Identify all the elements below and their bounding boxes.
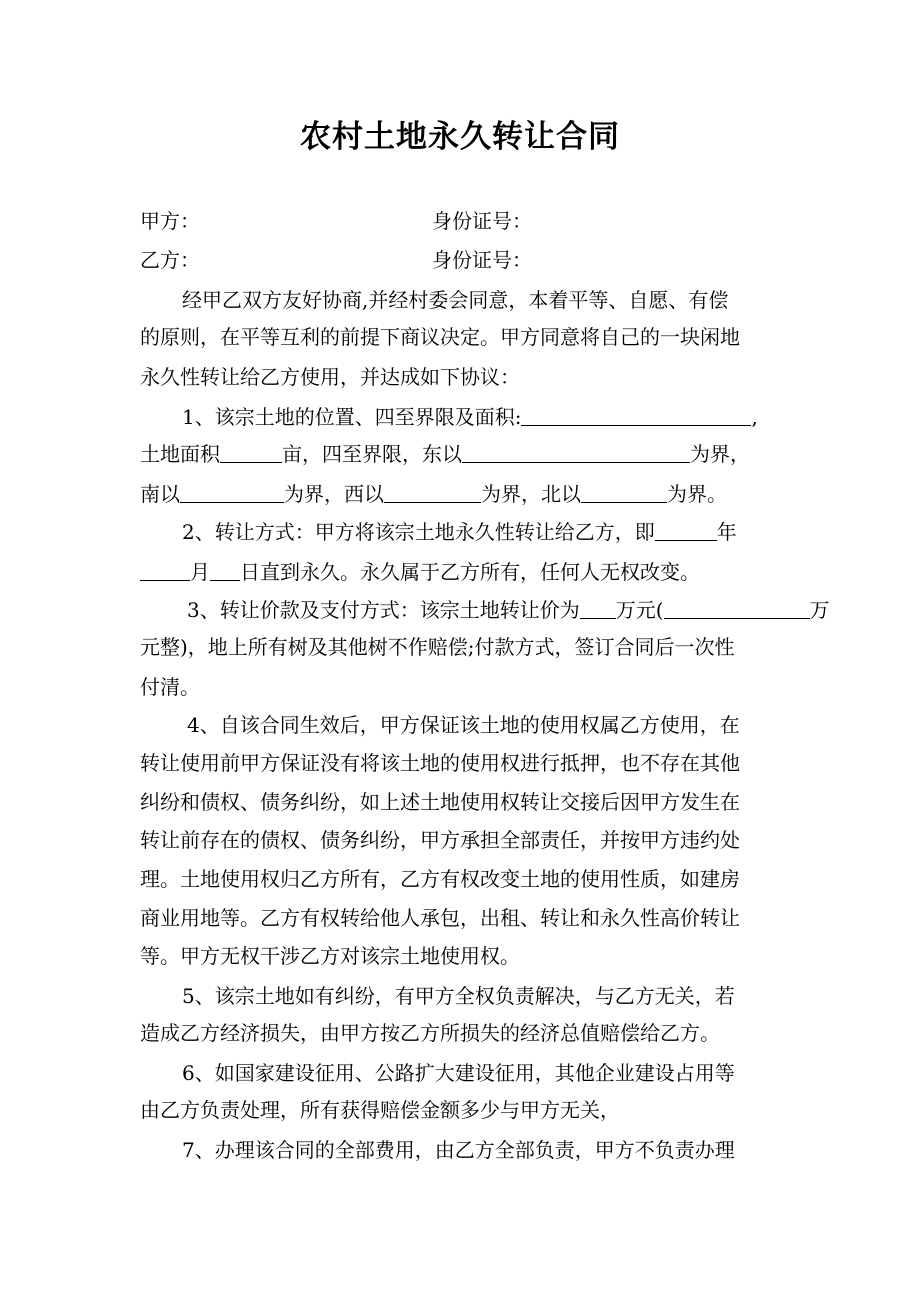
clause-6-line: 由乙方负责处理，所有获得赔偿金额多少与甲方无关，: [140, 1098, 620, 1122]
clause-text: 为界，北以: [481, 482, 581, 506]
year-blank: [655, 518, 717, 541]
clause-6-line: 6、如国家建设征用、公路扩大建设征用，其他企业建设占用等: [182, 1061, 735, 1085]
clause-2-line: [182, 518, 737, 546]
party-a-id-label: 身份证号：: [432, 209, 532, 233]
west-boundary-blank: [384, 480, 481, 503]
clause-1-line: [140, 480, 727, 508]
east-boundary-blank: [462, 440, 690, 463]
clause-4-line: 商业用地等。乙方有权转给他人承包，出租、转让和永久性高价转让: [140, 906, 740, 930]
price-blank: [580, 596, 616, 619]
party-a-label: 甲方：: [140, 209, 200, 233]
north-boundary-blank: [581, 480, 667, 503]
party-b-id-label: 身份证号：: [432, 248, 532, 272]
clause-1-line: [140, 440, 750, 468]
clause-text: 2、转让方式：甲方将该宗土地永久性转让给乙方，即: [182, 520, 655, 544]
clause-2-line: [140, 558, 700, 586]
clause-text: ,: [751, 405, 758, 429]
clause-4-line: 转让使用前甲方保证没有将该土地的使用权进行抵押，也不存在其他: [140, 751, 740, 775]
clause-7-line: 7、办理该合同的全部费用，由乙方全部负责，甲方不负责办理: [182, 1138, 735, 1162]
clause-3-line: 元整)，地上所有树及其他树不作赔偿;付款方式，签订合同后一次性: [140, 635, 735, 659]
clause-text: 为界，西以: [284, 482, 384, 506]
clause-text: 土地面积: [140, 442, 220, 466]
clause-5-line: 造成乙方经济损失，由甲方按乙方所损失的经济总值赔偿给乙方。: [140, 1021, 720, 1045]
clause-4-line: 等。甲方无权干涉乙方对该宗土地使用权。: [140, 944, 520, 968]
clause-3-line: [187, 596, 830, 624]
clause-4-line: 转让前存在的债权、债务纠纷，甲方承担全部责任，并按甲方违约处: [140, 828, 740, 852]
intro-line: 永久性转让给乙方使用，并达成如下协议：: [140, 365, 520, 389]
clause-1-line: [182, 403, 758, 431]
clause-text: 3、转让价款及支付方式：该宗土地转让价为: [187, 598, 580, 622]
clause-text: 为界。: [667, 482, 727, 506]
intro-line: 经甲乙双方友好协商,并经村委会同意，本着平等、自愿、有偿: [182, 288, 729, 312]
clause-text: 万元(: [615, 598, 664, 622]
day-blank: [210, 558, 240, 581]
clause-4-line: 4、自该合同生效后，甲方保证该土地的使用权属乙方使用，在: [187, 713, 740, 737]
month-blank: [140, 558, 190, 581]
clause-text: 日直到永久。永久属于乙方所有，任何人无权改变。: [240, 560, 700, 584]
clause-text: 1、该宗土地的位置、四至界限及面积:: [182, 405, 522, 429]
location-blank: [521, 403, 751, 426]
clause-3-line: 付清。: [140, 675, 200, 699]
clause-text: 亩，四至界限，东以: [282, 442, 462, 466]
area-blank: [220, 440, 282, 463]
clause-text: 南以: [140, 482, 180, 506]
clause-5-line: 5、该宗土地如有纠纷，有甲方全权负责解决，与乙方无关，若: [182, 984, 735, 1008]
price-uppercase-blank: [664, 596, 810, 619]
south-boundary-blank: [180, 480, 284, 503]
page-title: 农村土地永久转让合同: [300, 119, 620, 155]
clause-text: 年: [716, 520, 737, 544]
clause-4-line: 理。土地使用权归乙方所有，乙方有权改变土地的使用性质，如建房: [140, 867, 740, 891]
clause-text: 万: [809, 598, 830, 622]
party-b-label: 乙方：: [140, 248, 200, 272]
clause-text: 为界，: [690, 442, 750, 466]
clause-text: 月: [190, 560, 210, 584]
intro-line: 的原则，在平等互利的前提下商议决定。甲方同意将自己的一块闲地: [140, 325, 740, 349]
clause-4-line: 纠纷和债权、债务纠纷，如上述土地使用权转让交接后因甲方发生在: [140, 790, 740, 814]
